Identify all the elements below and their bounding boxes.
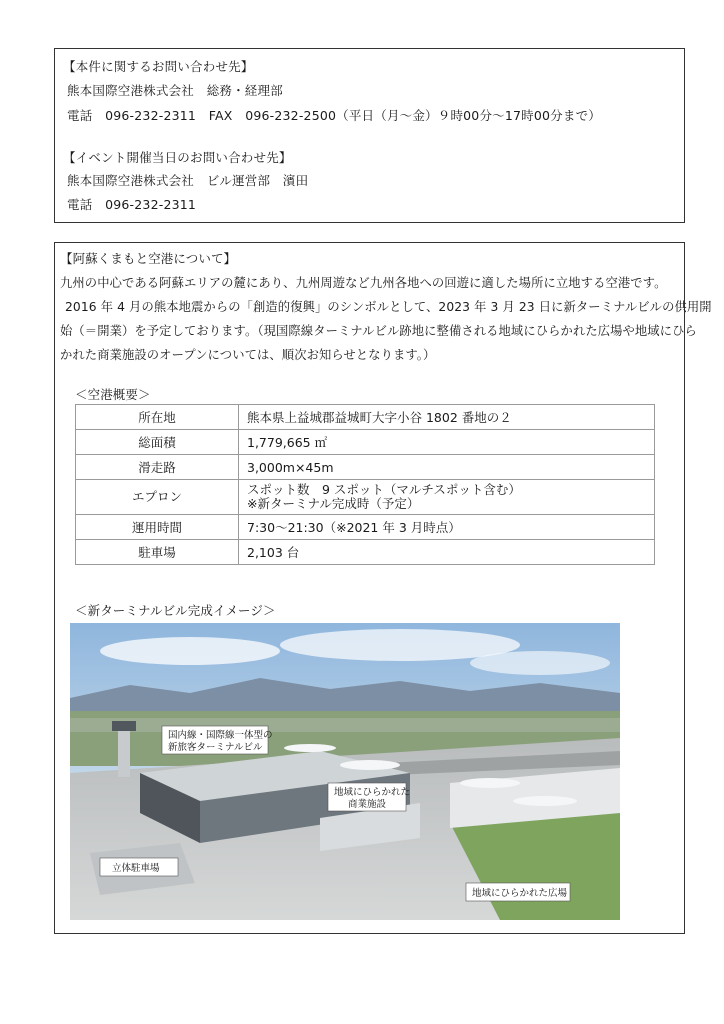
apron-spots: スポット数 9 スポット（マルチスポット含む） [247,482,521,497]
table-value: 熊本県上益城郡益城町大字小谷 1802 番地の２ [239,405,655,430]
table-row [76,540,655,565]
table-value: 1,779,665 ㎡ [239,430,655,455]
callout-parking [100,858,178,876]
table-value: 2,103 台 [239,540,655,565]
apron-note: ※新ターミナル完成時（予定） [247,496,420,511]
event-contact-heading: 【イベント開催当日のお問い合わせ先】 [63,150,292,165]
table-key: 所在地 [76,405,239,430]
table-row [76,480,655,515]
about-paragraph-1: 九州の中心である阿蘇エリアの麓にあり、九州周遊など九州各地への回遊に適した場所に立地する空港です。 [60,276,667,290]
contact-info-box [54,48,685,223]
about-paragraph-2-line-1: 2016 年 4 月の熊本地震からの「創造的復興」のシンボルとして、2023 年 3 月 23 日に新ターミナルビルの供用開 [65,300,712,314]
table-value [239,480,655,515]
event-contact-person: 熊本国際空港株式会社 ビル運営部 濱田 [67,173,309,188]
callout-plaza-text: 地域にひらかれた広場 [472,888,568,899]
event-contact-phone: 電話 096-232-2311 [67,197,197,212]
table-key: 総面積 [76,430,239,455]
about-paragraph-2-line-3: かれた商業施設のオープンについては、順次お知らせとなります。） [60,348,436,362]
table-value: 3,000m×45m [239,455,655,480]
callout-plaza [466,883,570,901]
contact-heading: 【本件に関するお問い合わせ先】 [63,59,254,74]
about-paragraph-2-line-2: 始（＝開業）を予定しております。（現国際線ターミナルビル跡地に整備される地域にひらかれた広場や地域にひら [60,324,697,338]
table-value: 7:30～21:30（※2021 年 3 月時点） [239,515,655,540]
contact-company-dept: 熊本国際空港株式会社 総務・経理部 [67,83,283,98]
terminal-image-heading: ＜新ターミナルビル完成イメージ＞ [75,603,276,618]
table-row [76,455,655,480]
callout-terminal-line-2: 新旅客ターミナルビル [168,742,263,753]
callout-commercial-line-1: 地域にひらかれた [334,787,411,798]
callout-parking-text: 立体駐車場 [112,863,160,874]
contact-phone-fax: 電話 096-232-2311 FAX 096-232-2500（平日（月～金）９時00分～17時00分まで） [67,108,601,123]
overview-heading: ＜空港概要＞ [75,387,151,402]
table-row [76,430,655,455]
terminal-rendering-image [70,623,620,920]
table-row [76,515,655,540]
callout-commercial [328,783,410,811]
callout-commercial-line-2: 商業施設 [348,799,387,810]
callout-terminal [162,726,273,754]
table-key: 駐車場 [76,540,239,565]
about-heading: 【阿蘇くまもと空港について】 [60,251,237,266]
table-row [76,405,655,430]
table-key: 滑走路 [76,455,239,480]
table-key: 運用時間 [76,515,239,540]
airport-overview-table [75,404,655,565]
terminal-rendering-illustration [70,623,620,920]
table-key: エプロン [76,480,239,515]
callout-terminal-line-1: 国内線・国際線一体型の [168,730,273,741]
